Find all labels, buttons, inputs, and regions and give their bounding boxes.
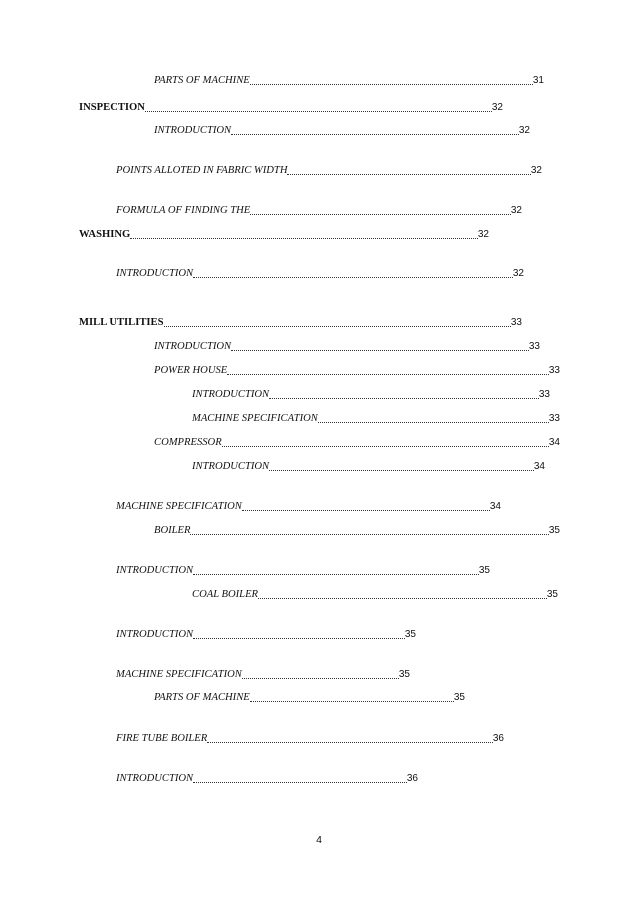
leader-dots [193, 574, 479, 575]
toc-entry-label: COAL BOILER [192, 589, 259, 600]
leader-dots [193, 277, 513, 278]
leader-dots [250, 84, 533, 85]
toc-entry-page: 35 [546, 589, 558, 600]
toc-entry [154, 73, 544, 89]
toc-entry [192, 387, 550, 403]
toc-entry [116, 266, 524, 282]
toc-entry-page: 33 [510, 317, 522, 328]
leader-dots [193, 638, 405, 639]
toc-entry [154, 339, 540, 355]
leader-dots [242, 678, 399, 679]
leader-dots [287, 174, 530, 175]
toc-entry-label: BOILER [154, 525, 191, 536]
toc-entry-page: 34 [533, 461, 545, 472]
toc-entry-page: 33 [548, 413, 560, 424]
leader-dots [164, 326, 511, 327]
toc-entry-page: 34 [489, 501, 501, 512]
toc-entry-label: INTRODUCTION [154, 125, 232, 136]
toc-entry [116, 563, 490, 579]
toc-entry-page: 35 [398, 669, 410, 680]
toc-entry-page: 33 [528, 341, 540, 352]
toc-entry [116, 731, 504, 747]
toc-entry-page: 33 [538, 389, 550, 400]
toc-entry-label: INSPECTION [79, 102, 145, 113]
leader-dots [231, 350, 529, 351]
toc-entry-label: MILL UTILITIES [79, 317, 164, 328]
leader-dots [250, 214, 511, 215]
toc-entry [116, 499, 501, 515]
leader-dots [227, 374, 549, 375]
toc-entry-label: INTRODUCTION [116, 629, 194, 640]
toc-entry [116, 771, 418, 787]
toc-entry [79, 227, 489, 243]
toc-entry-label: MACHINE SPECIFICATION [116, 501, 242, 512]
toc-entry-page: 36 [492, 733, 504, 744]
toc-entry [192, 459, 545, 475]
toc-entry-label: COMPRESSOR [154, 437, 222, 448]
toc-entry-label: FIRE TUBE BOILER [116, 733, 208, 744]
toc-entry-page: 35 [453, 692, 465, 703]
toc-entry-page: 33 [548, 365, 560, 376]
toc-entry [116, 163, 542, 179]
leader-dots [207, 742, 493, 743]
leader-dots [269, 470, 534, 471]
toc-entry-page: 36 [406, 773, 418, 784]
toc-entry-page: 31 [532, 75, 544, 86]
toc-entry [154, 123, 530, 139]
toc-entry [154, 363, 560, 379]
toc-entry [79, 315, 522, 331]
toc-entry-page: 32 [530, 165, 542, 176]
toc-entry-label: PARTS OF MACHINE [154, 75, 250, 86]
toc-entry-page: 34 [548, 437, 560, 448]
leader-dots [318, 422, 549, 423]
toc-entry-label: WASHING [79, 229, 131, 240]
leader-dots [190, 534, 548, 535]
toc-entry-label: MACHINE SPECIFICATION [116, 669, 242, 680]
toc-entry-label: INTRODUCTION [192, 389, 270, 400]
toc-entry-label: INTRODUCTION [116, 773, 194, 784]
page-number: 4 [316, 834, 322, 846]
toc-entry [116, 203, 522, 219]
leader-dots [258, 598, 547, 599]
toc-entry [154, 523, 560, 539]
toc-entry [192, 411, 560, 427]
toc-entry-page: 32 [518, 125, 530, 136]
toc-entry [154, 690, 465, 706]
toc-entry [116, 627, 416, 643]
leader-dots [269, 398, 539, 399]
toc-entry-label: POINTS ALLOTED IN FABRIC WIDTH [116, 165, 288, 176]
leader-dots [130, 238, 478, 239]
toc-entry [192, 587, 558, 603]
toc-entry-page: 32 [510, 205, 522, 216]
toc-entry-page: 32 [491, 102, 503, 113]
leader-dots [222, 446, 549, 447]
toc-entry-label: MACHINE SPECIFICATION [192, 413, 318, 424]
toc-entry-label: POWER HOUSE [154, 365, 228, 376]
leader-dots [250, 701, 454, 702]
toc-entry-page: 32 [512, 268, 524, 279]
toc-entry-page: 35 [478, 565, 490, 576]
leader-dots [242, 510, 490, 511]
toc-entry-label: INTRODUCTION [192, 461, 270, 472]
toc-entry-page: 35 [548, 525, 560, 536]
toc-entry-label: PARTS OF MACHINE [154, 692, 250, 703]
toc-entry [79, 100, 503, 116]
toc-entry-label: FORMULA OF FINDING THE [116, 205, 251, 216]
toc-entry-label: INTRODUCTION [116, 565, 194, 576]
toc-entry-label: INTRODUCTION [154, 341, 232, 352]
leader-dots [193, 782, 407, 783]
toc-entry [116, 667, 410, 683]
leader-dots [231, 134, 519, 135]
toc-entry [154, 435, 560, 451]
leader-dots [145, 111, 492, 112]
toc-entry-page: 35 [404, 629, 416, 640]
toc-entry-label: INTRODUCTION [116, 268, 194, 279]
toc-entry-page: 32 [477, 229, 489, 240]
